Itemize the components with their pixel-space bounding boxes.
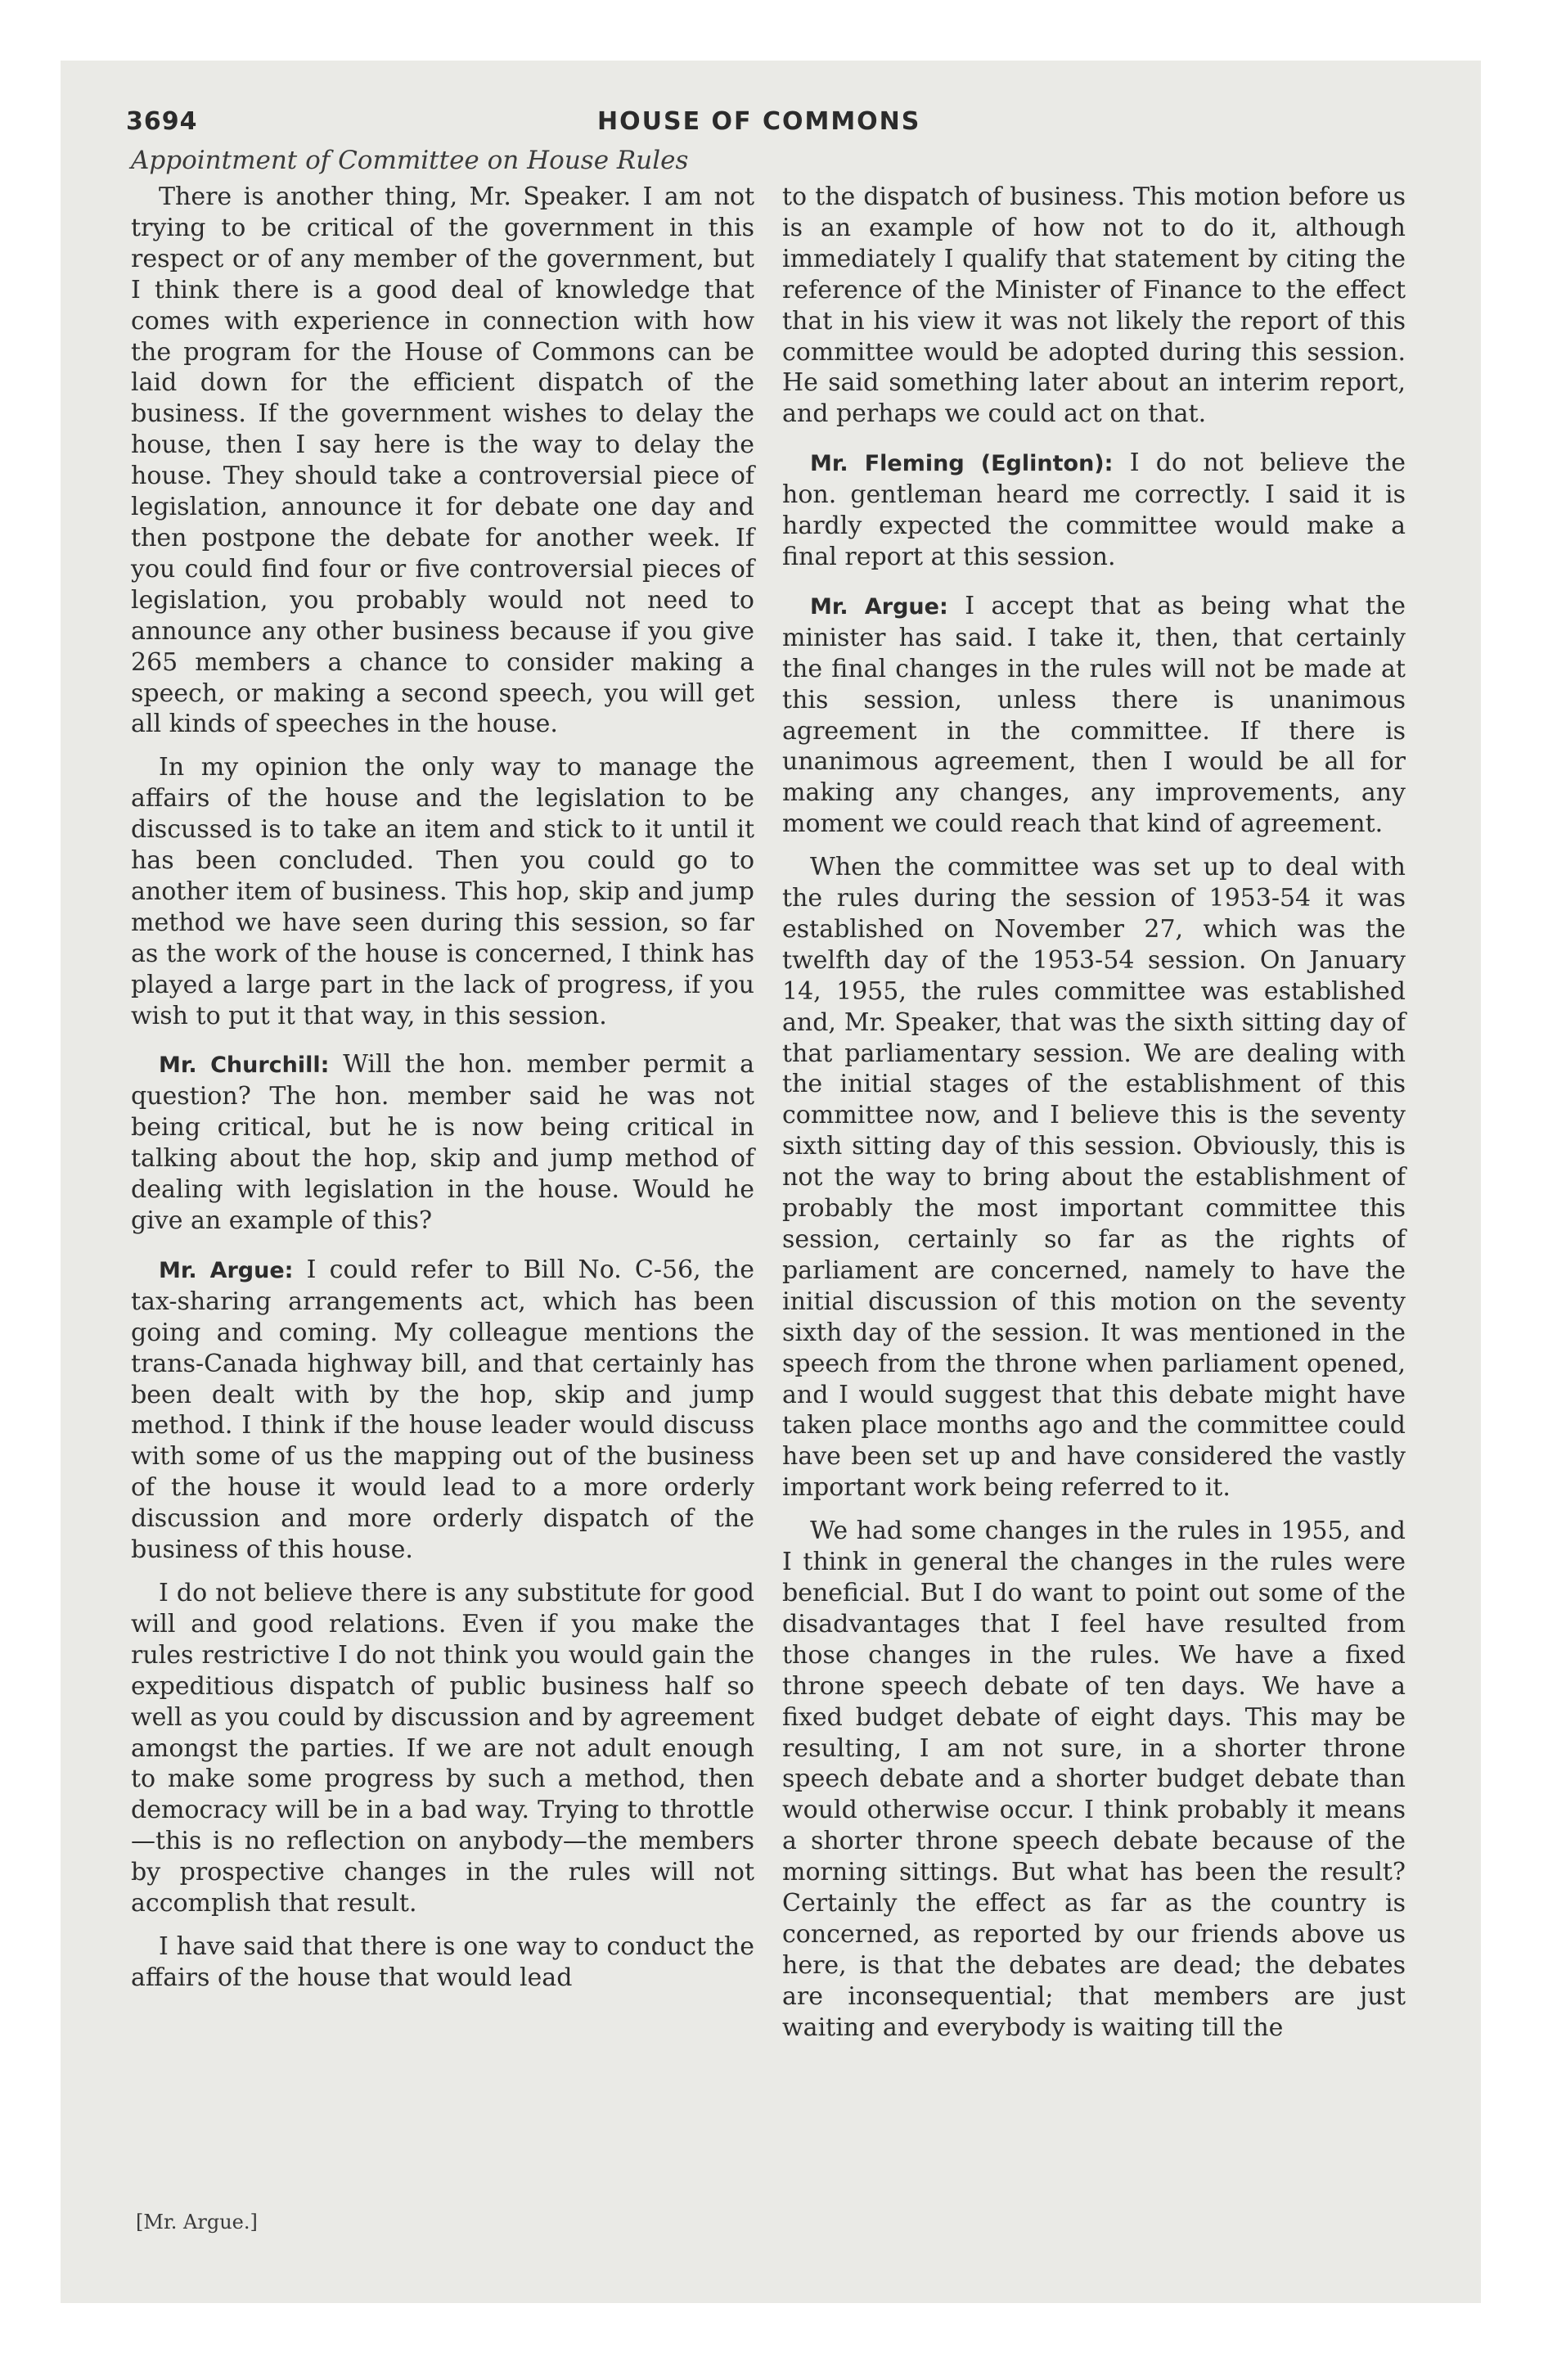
speaker-name: Mr. Fleming (Eglinton): xyxy=(810,451,1114,477)
speech-paragraph xyxy=(782,448,1406,573)
paragraph-text: I do not believe the hon. gentleman heard me correctly. I said it is hardly expected the committee would make a final report at this session. xyxy=(782,449,1406,571)
paragraph xyxy=(782,852,1406,1503)
paragraph xyxy=(782,1516,1406,2043)
speech-paragraph xyxy=(131,1255,754,1566)
page-title: HOUSE OF COMMONS xyxy=(597,107,921,136)
paragraph xyxy=(131,182,754,740)
paragraph-text: When the committee was set up to deal with the rules during the session of 1953-54 it was established on November 27, which was the twelfth day of the 1953-54 session. On January 14, 1955, the rules committee was established and, Mr. Speaker, that was the sixth sitting day of that parliamentary session. We are dealing with the initial stages of the establishment of this committee now, and I believe this is the seventy sixth sitting day of this session. Obviously, this is not the way to bring about the establishment of probably the most important committee this session, certainly so far as the rights of parliament are concerned, namely to have the initial discussion of this motion on the seventy sixth day of the session. It was mentioned in the speech from the throne when parliament opened, and I would suggest that this debate might have taken place months ago and the committee could have been set up and have considered the vastly important work being referred to it. xyxy=(782,853,1406,1503)
section-subheading: Appointment of Committee on House Rules xyxy=(131,146,689,175)
speech-paragraph xyxy=(131,1049,754,1236)
paragraph-text: Will the hon. member permit a question? The hon. member said he was not being critical, but he is now being critical in talking about the hop, skip and jump method of dealing with legislation in the house. Would he give an example of this? xyxy=(131,1050,754,1235)
paragraph-text: In my opinion the only way to manage the affairs of the house and the legislation to be discussed is to take an item and stick to it until it has been concluded. Then you could go to another item of business. This hop, skip and jump method we have seen during this session, so far as the work of the house is concerned, I think has played a large part in the lack of progress, if you wish to put it that way, in this session. xyxy=(131,753,754,1030)
page-number: 3694 xyxy=(126,107,198,136)
paragraph-text: to the dispatch of business. This motion before us is an example of how not to do it, although immediately I qualify that statement by citing the reference of the Minister of Finance to the effect that in his view it was not likely the report of this committee would be adopted during this session. He said something later about an interim report, and perhaps we could act on that. xyxy=(782,183,1406,429)
speaker-footer: [Mr. Argue.] xyxy=(136,2211,258,2234)
paragraph-text: I do not believe there is any substitute for good will and good relations. Even if you make the rules restrictive I do not think you would gain the expeditious dispatch of public business half so well as you could by discussion and by agreement amongst the parties. If we are not adult enough to make some progress by such a method, then democracy will be in a bad way. Trying to throttle—this is no reflection on anybody—the members by prospective changes in the rules will not accomplish that result. xyxy=(131,1578,754,1918)
paragraph xyxy=(131,1578,754,1919)
speech-paragraph xyxy=(782,591,1406,840)
left-column xyxy=(131,182,754,2006)
speaker-name: Mr. Churchill: xyxy=(159,1053,330,1079)
speaker-name: Mr. Argue: xyxy=(810,593,948,620)
paragraph xyxy=(131,1931,754,1994)
paragraph-text: I accept that as being what the minister has said. I take it, then, that certainly the final changes in the rules will not be made at this session, unless there is unanimous agreement in the committee. If there is unanimous agreement, then I would be all for making any changes, any improvements, any moment we could reach that kind of agreement. xyxy=(782,591,1406,839)
paragraph-text: I could refer to Bill No. C-56, the tax-sharing arrangements act, which has been going and coming. My colleague mentions the trans-Canada highway bill, and that certainly has been dealt with by the hop, skip and jump method. I think if the house leader would discuss with some of us the mapping out of the business of the house it would lead to a more orderly discussion and more orderly dispatch of the business of this house. xyxy=(131,1255,754,1565)
paragraph-text: There is another thing, Mr. Speaker. I am not trying to be critical of the government in this respect or of any member of the government, but I think there is a good deal of knowledge that comes with experience in connection with how the program for the House of Commons can be laid down for the efficient dispatch of the business. If the government wishes to delay the house, then I say here is the way to delay the house. They should take a controversial piece of legislation, announce it for debate one day and then postpone the debate for another week. If you could find four or five controversial pieces of legislation, you probably would not need to announce any other business because if you give 265 members a chance to consider making a speech, or making a second speech, you will get all kinds of speeches in the house. xyxy=(131,183,754,739)
paragraph-text: We had some changes in the rules in 1955, and I think in general the changes in the rules were beneficial. But I do want to point out some of the disadvantages that I feel have resulted from those changes in the rules. We have a fixed throne speech debate of ten days. We have a fixed budget debate of eight days. This may be resulting, I am not sure, in a shorter throne speech debate and a shorter budget debate than would otherwise occur. I think probably it means a shorter throne speech debate because of the morning sittings. But what has been the result? Certainly the effect as far as the country is concerned, as reported by our friends above us here, is that the debates are dead; the debates are inconsequential; that members are just waiting and everybody is waiting till the xyxy=(782,1517,1406,2042)
right-column xyxy=(782,182,1406,2056)
speaker-name: Mr. Argue: xyxy=(159,1257,294,1283)
paragraph xyxy=(782,182,1406,430)
paragraph-text: I have said that there is one way to conduct the affairs of the house that would lead xyxy=(131,1931,754,1992)
paragraph xyxy=(131,752,754,1031)
